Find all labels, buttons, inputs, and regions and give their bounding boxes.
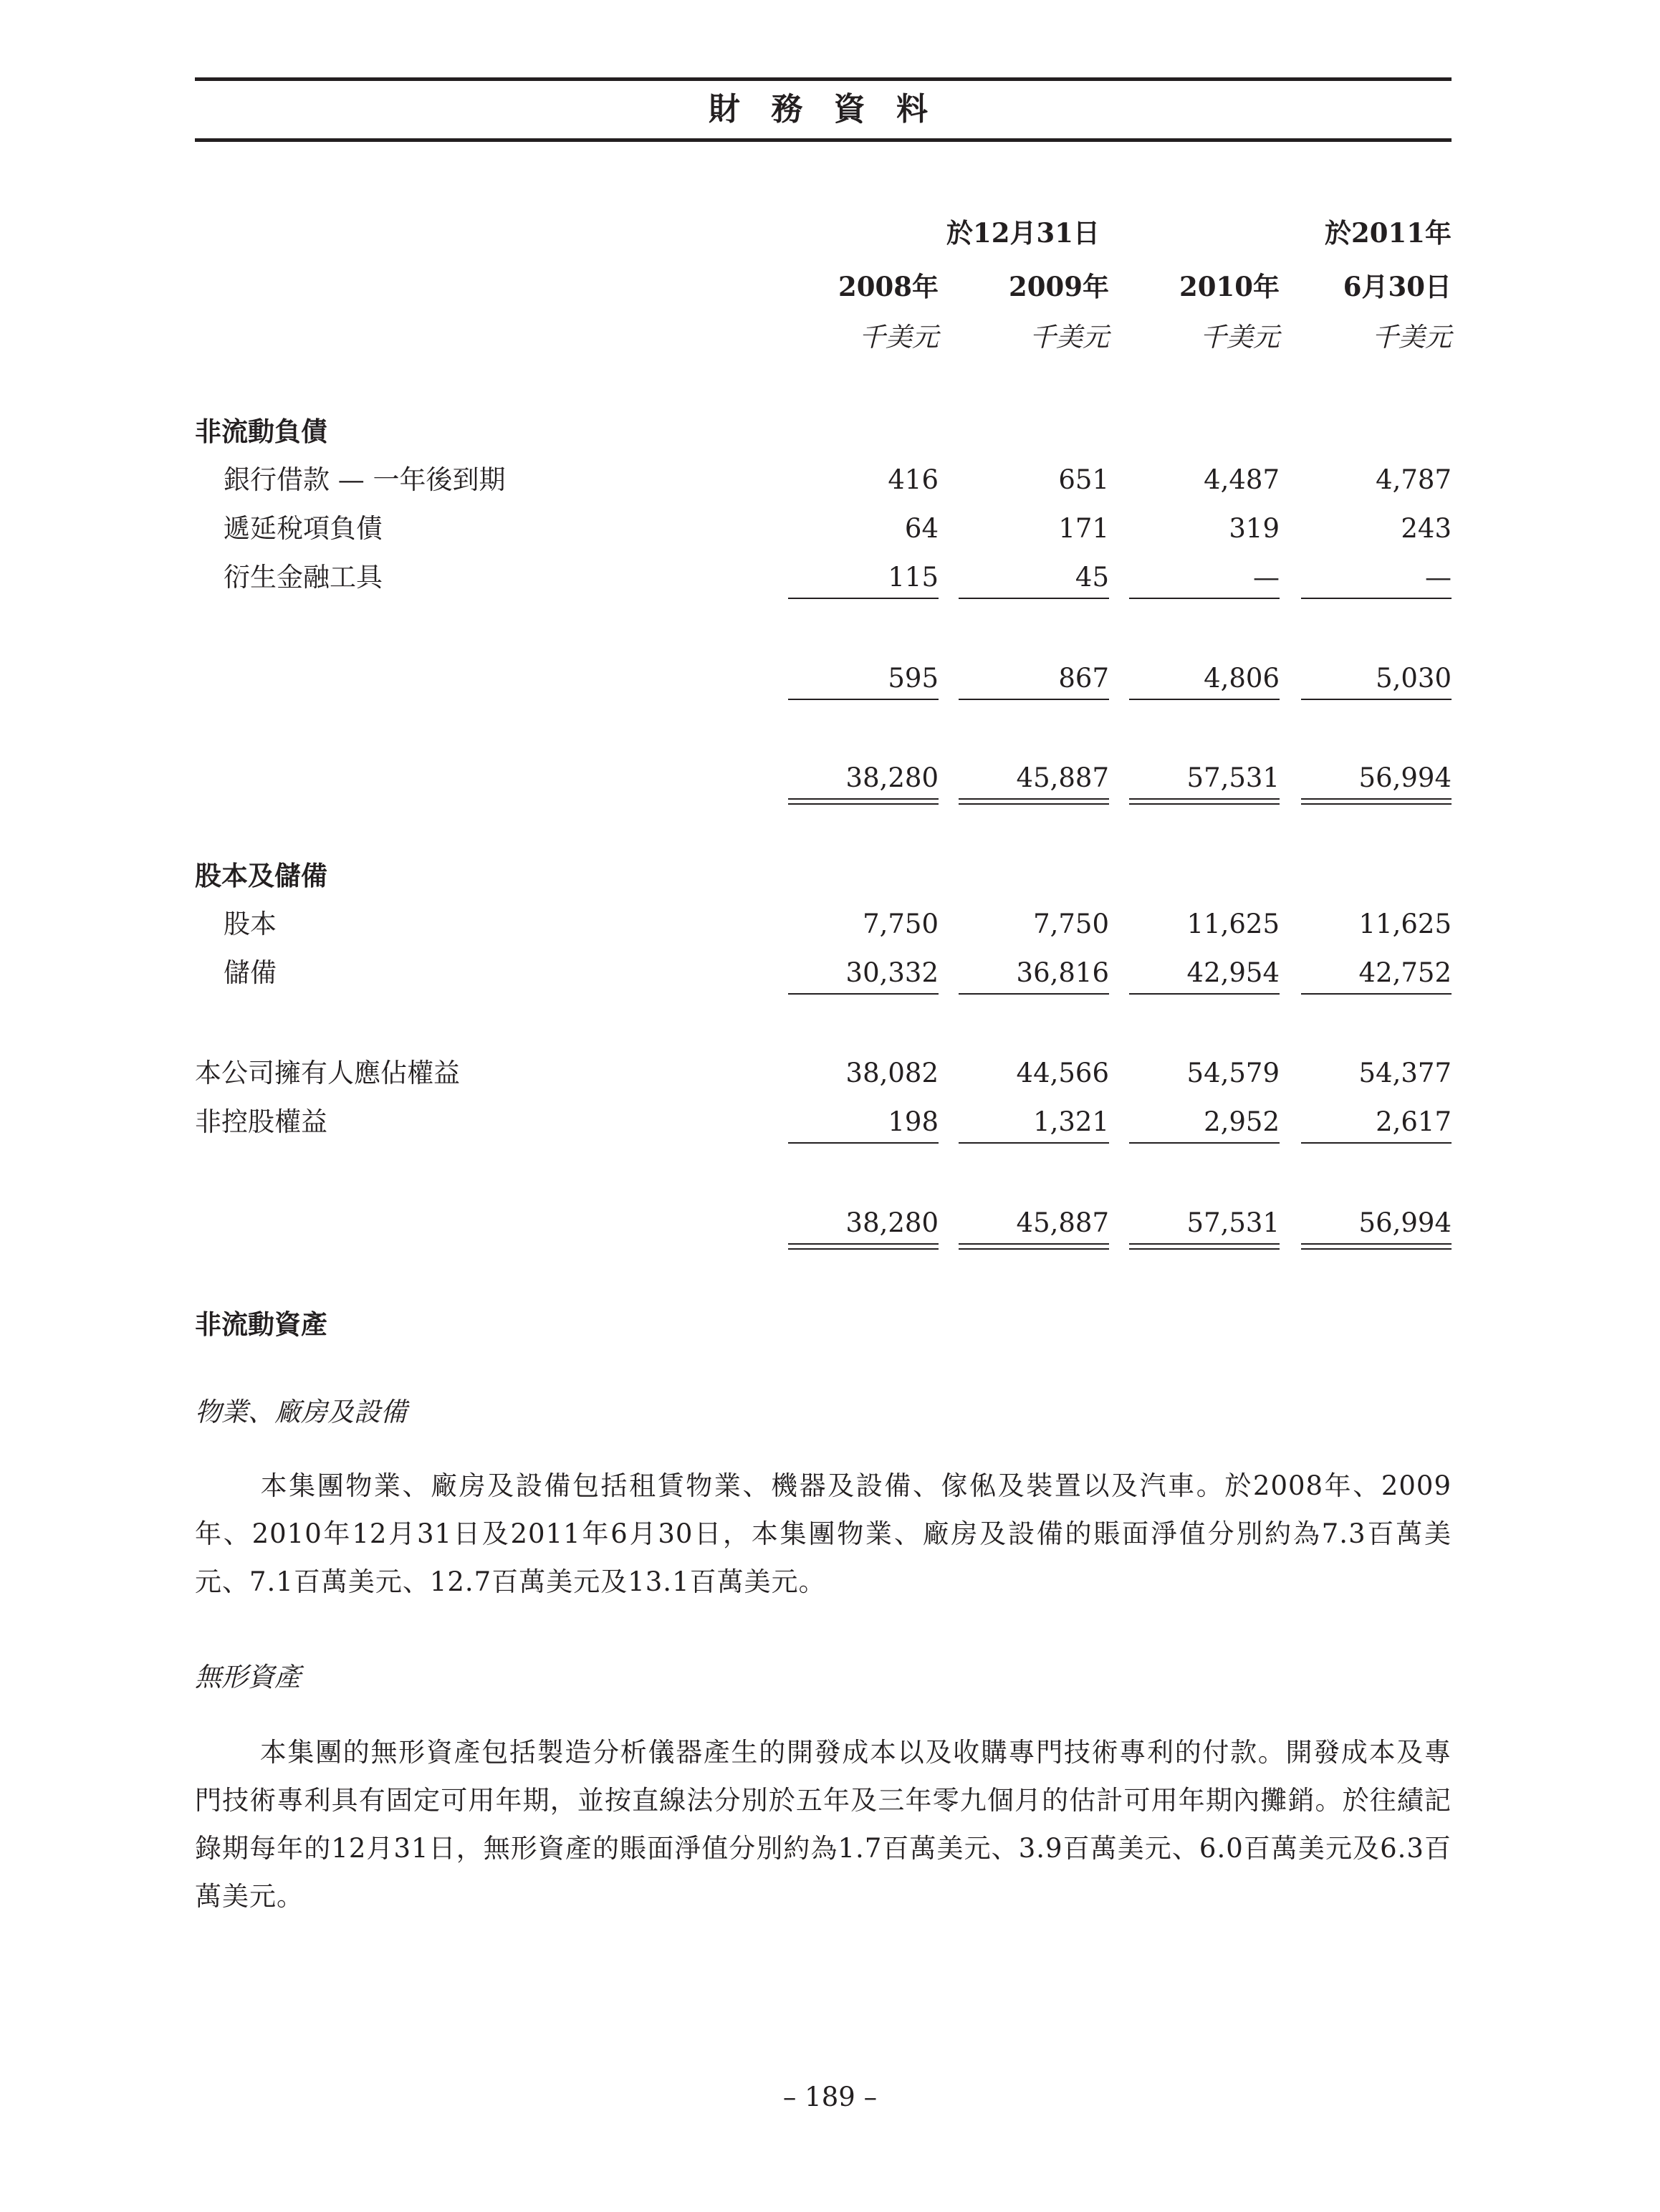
underline: [1301, 699, 1452, 700]
column-unit: 千美元: [859, 322, 939, 353]
double-underline: [1129, 1243, 1280, 1245]
cell-value: 38,082: [845, 1058, 939, 1088]
underline: [1301, 598, 1452, 599]
cell-value: 36,816: [1016, 957, 1109, 988]
subtotal-value: 4,806: [1204, 663, 1280, 694]
cell-value: 2,617: [1376, 1106, 1452, 1137]
row-label: 股本: [224, 909, 277, 939]
row-label: 本公司擁有人應佔權益: [195, 1058, 460, 1088]
double-underline: [788, 1243, 939, 1245]
column-unit: 千美元: [1030, 322, 1109, 353]
section-heading: 非流動負債: [195, 416, 327, 447]
cell-value: 4,787: [1376, 464, 1452, 495]
double-underline: [788, 1248, 939, 1250]
header-rule-bottom: [195, 138, 1452, 142]
cell-value: 30,332: [845, 957, 939, 988]
total-value: 56,994: [1358, 1207, 1452, 1238]
cell-value: 651: [1058, 464, 1109, 495]
cell-value: 45: [1075, 562, 1109, 593]
underline: [788, 993, 939, 995]
column-year-2010: 2010年: [1179, 271, 1280, 302]
underline: [788, 699, 939, 700]
double-underline: [959, 798, 1109, 800]
double-underline: [1129, 803, 1280, 805]
cell-value: 4,487: [1204, 464, 1280, 495]
row-label: 衍生金融工具: [224, 562, 383, 593]
subsection-title: 無形資產: [195, 1662, 301, 1692]
underline: [959, 699, 1109, 700]
cell-value: 115: [888, 562, 939, 593]
paragraph-text: 本集團的無形資產包括製造分析儀器產生的開發成本以及收購專門技術專利的付款。開發成本及專門技術專利具有固定可用年期，並按直線法分別於五年及三年零九個月的估計可用年期內攤銷。於往績記錄期每年的12月31日，無形資產的賬面淨值分別約為1.7百萬美元、3.9百萬美元、6.0百萬美元及6.3百萬美元。: [195, 1737, 1452, 1912]
underline: [1129, 598, 1280, 599]
row-label: 遞延稅項負債: [224, 513, 383, 544]
double-underline: [959, 1243, 1109, 1245]
cell-value: 243: [1401, 513, 1452, 544]
double-underline: [788, 803, 939, 805]
cell-value: 2,952: [1204, 1106, 1280, 1137]
cell-value: 11,625: [1358, 909, 1452, 939]
cell-value: 319: [1229, 513, 1280, 544]
cell-value: 44,566: [1016, 1058, 1109, 1088]
double-underline: [1301, 798, 1452, 800]
double-underline: [1129, 798, 1280, 800]
underline: [1301, 993, 1452, 995]
cell-value: —: [1253, 562, 1280, 593]
cell-value: 1,321: [1033, 1106, 1109, 1137]
underline: [1129, 993, 1280, 995]
section-heading: 非流動資產: [195, 1308, 327, 1340]
row-label: 非控股權益: [195, 1106, 327, 1137]
header-rule-top: [195, 77, 1452, 81]
cell-value: 54,377: [1358, 1058, 1452, 1088]
column-unit: 千美元: [1372, 322, 1452, 353]
cell-value: 11,625: [1186, 909, 1280, 939]
total-value: 45,887: [1016, 762, 1109, 793]
double-underline: [1301, 803, 1452, 805]
row-label: 儲備: [224, 957, 277, 988]
total-value: 56,994: [1358, 762, 1452, 793]
cell-value: 7,750: [1033, 909, 1109, 939]
column-year-2008: 2008年: [838, 271, 939, 302]
double-underline: [959, 1248, 1109, 1250]
cell-value: 416: [888, 464, 939, 495]
double-underline: [1129, 1248, 1280, 1250]
subtotal-value: 595: [888, 663, 939, 694]
cell-value: 7,750: [863, 909, 939, 939]
page-title: 財 務 資 料: [709, 91, 938, 128]
underline: [1129, 699, 1280, 700]
total-value: 38,280: [845, 762, 939, 793]
total-value: 45,887: [1016, 1207, 1109, 1238]
paragraph: [195, 1728, 1452, 1920]
double-underline: [1301, 1243, 1452, 1245]
section-heading: 股本及儲備: [195, 860, 327, 891]
subtotal-value: 867: [1058, 663, 1109, 694]
cell-value: 54,579: [1186, 1058, 1280, 1088]
cell-value: 42,752: [1358, 957, 1452, 988]
total-value: 57,531: [1186, 1207, 1280, 1238]
subtotal-value: 5,030: [1376, 663, 1452, 694]
page-number: – 189 –: [782, 2082, 878, 2112]
total-value: 38,280: [845, 1207, 939, 1238]
double-underline: [959, 803, 1109, 805]
cell-value: —: [1425, 562, 1452, 593]
row-label: 銀行借款 — 一年後到期: [224, 464, 506, 495]
underline: [959, 1142, 1109, 1144]
cell-value: 171: [1058, 513, 1109, 544]
cell-value: 198: [888, 1106, 939, 1137]
underline: [1129, 1142, 1280, 1144]
underline: [788, 1142, 939, 1144]
column-group-head-2011: 於2011年: [1325, 217, 1452, 249]
underline: [959, 598, 1109, 599]
underline: [959, 993, 1109, 995]
column-year-2009: 2009年: [1009, 271, 1109, 302]
double-underline: [1301, 1248, 1452, 1250]
subsection-title: 物業、廠房及設備: [195, 1397, 407, 1427]
column-unit: 千美元: [1200, 322, 1280, 353]
total-value: 57,531: [1186, 762, 1280, 793]
cell-value: 42,954: [1186, 957, 1280, 988]
underline: [1301, 1142, 1452, 1144]
column-date-jun30: 6月30日: [1343, 271, 1452, 302]
column-group-head-dec31: 於12月31日: [946, 217, 1100, 249]
underline: [788, 598, 939, 599]
paragraph-text: 本集團物業、廠房及設備包括租賃物業、機器及設備、傢俬及裝置以及汽車。於2008年、2009年、2010年12月31日及2011年6月30日，本集團物業、廠房及設備的賬面淨值分別約為7.3百萬美元、7.1百萬美元、12.7百萬美元及13.1百萬美元。: [195, 1470, 1452, 1597]
double-underline: [788, 798, 939, 800]
paragraph: [195, 1462, 1452, 1606]
cell-value: 64: [904, 513, 939, 544]
